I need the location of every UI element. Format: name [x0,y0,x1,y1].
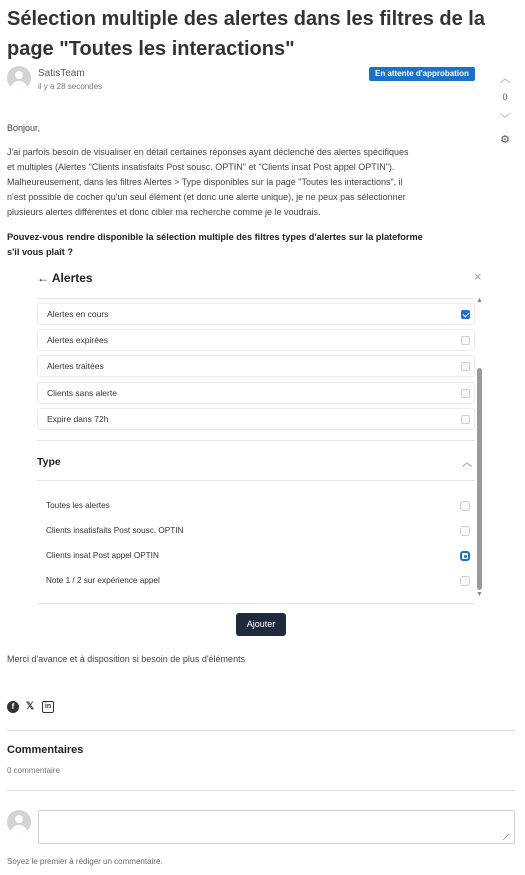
downvote-chevron-icon[interactable]: ﹀ [500,114,510,125]
author-row [7,66,517,96]
filter-row-alertes-traitees [37,355,475,377]
type-section-heading: Type [37,456,61,468]
facebook-icon[interactable]: f [7,701,19,713]
type-row-toutes [37,495,475,517]
comment-input[interactable] [38,810,515,844]
close-icon: × [474,269,482,284]
filter-row-label: Alertes expirées [47,335,108,345]
vote-count: 0 [502,92,508,102]
resize-handle-icon[interactable]: ⟋ [503,832,510,842]
back-to-alertes: ← Alertes [37,271,93,285]
divider [37,440,475,441]
gear-icon[interactable]: ⚙ [500,134,510,146]
question-line-1: Pouvez-vous rendre disponible la sélection multiple des filtres types d'alertes sur la plateforme [7,232,423,242]
commenter-avatar [7,810,31,834]
x-twitter-icon[interactable]: 𝕏 [25,701,35,712]
type-row-post-appel [37,545,475,567]
post-timestamp: il y a 28 secondes [38,82,103,91]
author-avatar[interactable] [7,66,31,90]
checkbox-checked-icon [461,310,470,319]
chevron-up-icon: ︿ [462,458,472,469]
scroll-down-arrow-icon: ▼ [476,591,483,598]
thanks-text: Merci d'avance et à disposition si besoin de plus d'éléments [7,654,246,664]
embedded-screenshot [30,262,492,642]
first-comment-prompt: Soyez le premier à rédiger un commentaire. [7,857,163,866]
post-title: Sélection multiple des alertes dans les filtres de la page "Toutes les interactions" [7,8,485,60]
filter-row-label: Alertes traitées [47,361,104,371]
upvote-chevron-icon[interactable]: ︿ [500,74,510,85]
type-row-label: Clients insatisfaits Post sousc. OPTIN [46,526,184,535]
ajouter-button: Ajouter [236,613,286,636]
filter-row-alertes-en-cours [37,303,475,325]
filter-row-label: Expire dans 72h [47,414,109,424]
filter-row-label: Alertes en cours [47,309,109,319]
type-row-post-sousc [37,520,475,542]
checkbox-icon [460,526,470,536]
filter-row-alertes-expirees [37,329,475,351]
type-row-label: Note 1 / 2 sur expérience appel [46,576,160,585]
divider [37,603,475,604]
filter-row-expire-72h [37,408,475,430]
checkbox-icon [460,501,470,511]
body-line-5: plusieurs alertes différentes et donc cibler ma recherche comme je le voudrais. [7,207,321,217]
divider [37,298,475,299]
author-name[interactable]: SatisTeam [38,68,85,79]
checkbox-icon [460,576,470,586]
filter-row-label: Clients sans alerte [47,388,117,398]
checkbox-checked-icon [460,551,470,561]
question-line-2: s'il vous plaît ? [7,247,73,257]
type-row-note [37,570,475,592]
divider [7,790,515,791]
type-row-label: Toutes les alertes [46,501,110,510]
body-line-3: Malheureusement, dans les filtres Alertes > Type disponibles sur la page "Toutes les interactions", il [7,177,403,187]
greeting-text: Bonjour, [7,123,41,133]
checkbox-icon [461,336,470,345]
body-line-2: et multiples (Alertes "Clients insatisfaits Post sousc. OPTIN" et "Clients insat Post appel OPTIN"). [7,162,395,172]
checkbox-icon [461,415,470,424]
comments-count: 0 commentaire [7,766,60,775]
scrollbar-thumb [477,368,482,590]
checkbox-icon [461,389,470,398]
status-badge: En attente d'approbation [369,67,475,81]
question-text [7,230,482,260]
divider [37,480,475,481]
scroll-up-arrow-icon: ▲ [476,297,483,304]
body-line-4: n'est possible de cocher qu'un seul élément (et donc une alerte unique), je ne peux pas sélectionner [7,192,406,202]
checkbox-icon [461,362,470,371]
filter-row-clients-sans-alerte [37,382,475,404]
body-line-1: J'ai parfois besoin de visualiser en détail certaines réponses ayant déclenché des alertes spécifiques [7,147,409,157]
type-row-label: Clients insat Post appel OPTIN [46,551,159,560]
divider [7,730,515,731]
comments-title: Commentaires [7,744,84,756]
linkedin-icon[interactable]: in [42,701,54,713]
